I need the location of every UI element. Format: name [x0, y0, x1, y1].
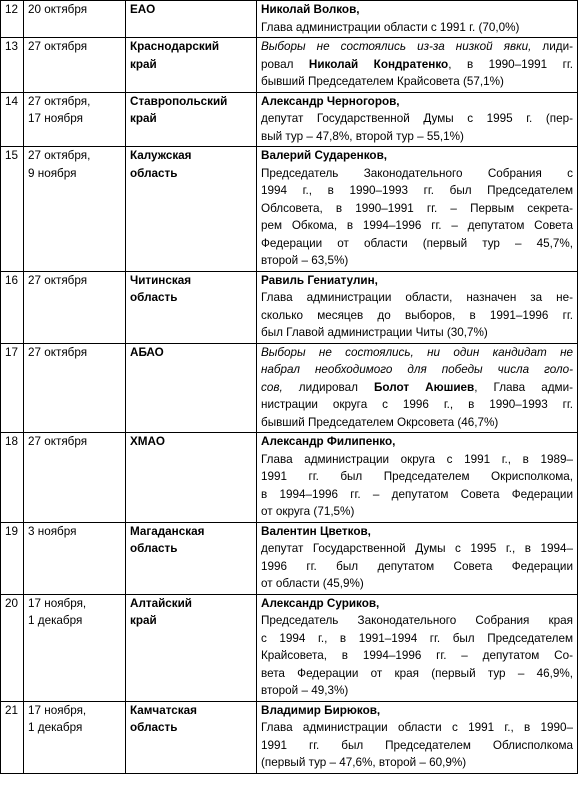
winner-cell — [257, 1, 578, 38]
winner-name: Равиль Гениатулин, — [261, 273, 378, 287]
winner-note-line — [261, 56, 573, 74]
election-date-cell — [24, 522, 126, 594]
winner-description-line: 1996 гг. был депутатом Совета Федерации — [261, 559, 573, 573]
leader-name: Николай Кондратенко — [308, 57, 449, 71]
winner-description-line: второй – 49,3%) — [261, 684, 349, 697]
election-date-line: 27 октября — [28, 435, 88, 448]
table-row — [1, 701, 578, 773]
winner-description-line: Председатель Законодательного Собрания края — [261, 614, 573, 627]
row-number-cell — [1, 433, 24, 523]
table-row — [1, 271, 578, 343]
winner-cell — [257, 271, 578, 343]
winner-cell — [257, 92, 578, 147]
election-date-line: 9 ноября — [28, 166, 77, 180]
region-name-line: АБАО — [130, 345, 164, 359]
winner-description-line: Федерации от области (первый тур – 45,7%, — [261, 236, 573, 250]
election-note-line: набрал необходимого для победы числа голо- — [261, 363, 573, 376]
region-cell — [126, 38, 257, 93]
winner-cell — [257, 594, 578, 701]
row-number: 20 — [5, 596, 19, 610]
winner-description-line: сколько месяцев до выборов, в 1991–1996 гг. — [261, 308, 573, 322]
table-row — [1, 343, 578, 433]
row-number: 15 — [5, 149, 19, 162]
winner-description-line: депутат Государственной Думы с 1995 г., в 1994– — [261, 542, 573, 555]
election-date-cell — [24, 38, 126, 93]
election-date-cell — [24, 433, 126, 523]
election-date-cell — [24, 1, 126, 38]
winner-description-line: 1994 г., в 1990–1993 гг. был Председателем — [261, 184, 573, 197]
region-name-line: край — [130, 614, 157, 627]
region-name-line: область — [130, 166, 178, 180]
election-date-cell — [24, 701, 126, 773]
row-number: 18 — [5, 435, 19, 448]
region-name-line: область — [130, 721, 178, 734]
election-date-line: 27 октября — [28, 40, 88, 53]
winner-description-line: 1991 гг. был Председателем Окрисполкома, — [261, 470, 573, 483]
note-text: лидировал — [282, 380, 374, 394]
region-name-line: область — [130, 291, 178, 304]
winner-description-line: был Главой администрации Читы (30,7%) — [261, 326, 488, 339]
region-name-line: область — [130, 542, 178, 555]
election-date-line: 27 октября, — [28, 94, 91, 108]
election-date-line: 17 ноября, — [28, 596, 87, 610]
winner-description-line: вета Федерации от края (первый тур – 46,9%, — [261, 666, 573, 680]
leader-name: Болот Аюшиев — [374, 380, 475, 394]
election-date-line: 27 октября — [28, 345, 88, 359]
row-number: 21 — [5, 703, 19, 717]
winner-description-line: с 1994 г., в 1991–1994 гг. был Председателем — [261, 631, 573, 645]
election-date-line: 17 ноября — [28, 112, 83, 125]
row-number-cell — [1, 38, 24, 93]
region-cell — [126, 701, 257, 773]
region-cell — [126, 147, 257, 272]
winner-description-line: от области (45,9%) — [261, 577, 364, 590]
winner-description-line: Глава администрации области с 1991 г., в 1990– — [261, 721, 573, 734]
note-text: , в 1990–1991 гг. — [448, 57, 573, 71]
winner-description-line: Глава администрации округа с 1991 г., в 1989– — [261, 452, 573, 466]
row-number-cell — [1, 271, 24, 343]
row-number: 16 — [5, 273, 19, 287]
region-name-line: край — [130, 112, 157, 125]
row-number: 13 — [5, 40, 19, 53]
winner-description-line: (первый тур – 47,6%, второй – 60,9%) — [261, 756, 467, 769]
table-row — [1, 38, 578, 93]
row-number-cell — [1, 522, 24, 594]
row-number: 19 — [5, 524, 19, 538]
winner-description-line: бывший Председателем Окрсовета (46,7%) — [261, 415, 499, 429]
winner-name: Александр Черногоров, — [261, 94, 400, 108]
region-name-line: ЕАО — [130, 3, 156, 16]
winner-description-line: Глава администрации области с 1991 г. (70,0%) — [261, 20, 520, 34]
table-row — [1, 594, 578, 701]
winner-description-line: Облсовета, в 1990–1991 гг. – Первым секрета- — [261, 201, 573, 215]
table-row — [1, 1, 578, 38]
winner-name: Николай Волков, — [261, 3, 360, 16]
region-name-line: Калужская — [130, 149, 192, 162]
row-number-cell — [1, 147, 24, 272]
election-date-cell — [24, 271, 126, 343]
note-text: , Глава адми- — [474, 380, 573, 394]
election-date-cell — [24, 343, 126, 433]
election-results-body — [1, 1, 578, 774]
winner-description-line: бывший Председателем Крайсовета (57,1%) — [261, 75, 504, 88]
region-name-line: ХМАО — [130, 435, 165, 448]
region-name-line: край — [130, 57, 157, 71]
winner-cell — [257, 147, 578, 272]
election-date-line: 17 ноября, — [28, 703, 87, 717]
winner-name: Валентин Цветков, — [261, 524, 371, 538]
winner-description-line: Крайсовета, в 1994–1996 гг. – депутатом Со- — [261, 649, 573, 662]
row-number: 14 — [5, 94, 19, 108]
region-cell — [126, 1, 257, 38]
row-number-cell — [1, 701, 24, 773]
region-cell — [126, 522, 257, 594]
table-row — [1, 433, 578, 523]
election-date-line: 27 октября — [28, 273, 88, 287]
table-row — [1, 522, 578, 594]
region-cell — [126, 343, 257, 433]
winner-name: Александр Суриков, — [261, 596, 380, 610]
winner-cell — [257, 343, 578, 433]
election-date-line: 20 октября — [28, 3, 88, 16]
winner-note-line — [261, 379, 573, 397]
note-continuation: лиди- — [531, 40, 574, 53]
election-date-line: 3 ноября — [28, 524, 77, 538]
election-date-cell — [24, 147, 126, 272]
winner-description-line: Председатель Законодательного Собрания с — [261, 166, 573, 180]
winner-cell — [257, 701, 578, 773]
region-cell — [126, 271, 257, 343]
winner-description-line: Глава администрации области, назначен за не- — [261, 291, 573, 304]
row-number: 12 — [5, 3, 19, 16]
winner-cell — [257, 522, 578, 594]
row-number: 17 — [5, 345, 19, 359]
row-number-cell — [1, 1, 24, 38]
winner-description-line: депутат Государственной Думы с 1995 г. (пер- — [261, 112, 573, 125]
election-date-line: 1 декабря — [28, 614, 83, 627]
region-cell — [126, 92, 257, 147]
election-note-line: Выборы не состоялись, ни один кандидат не — [261, 345, 573, 359]
winner-description-line: 1991 гг. был Председателем Облисполкома — [261, 738, 573, 752]
election-date-cell — [24, 594, 126, 701]
election-note: Выборы не состоялись из-за низкой явки, — [261, 40, 532, 53]
winner-description-line: в 1994–1996 гг. – депутатом Совета Федерации — [261, 487, 573, 501]
region-name-line: Алтайский — [130, 596, 192, 610]
row-number-cell — [1, 343, 24, 433]
winner-name: Александр Филипенко, — [261, 435, 396, 448]
winner-description-line: второй – 63,5%) — [261, 254, 349, 267]
winner-cell — [257, 38, 578, 93]
winner-name: Владимир Бирюков, — [261, 703, 381, 717]
region-name-line: Читинская — [130, 273, 192, 287]
winner-description-line: от округа (71,5%) — [261, 505, 355, 518]
note-text: ровал — [261, 57, 309, 71]
region-cell — [126, 433, 257, 523]
region-name-line: Камчатская — [130, 703, 197, 717]
region-name-line: Магаданская — [130, 524, 205, 538]
election-date-line: 1 декабря — [28, 721, 83, 734]
winner-name: Валерий Судаpенков, — [261, 149, 387, 162]
election-date-cell — [24, 92, 126, 147]
election-note: сов, — [261, 380, 283, 394]
winner-note-line — [261, 38, 573, 56]
region-name-line: Краснодарский — [130, 40, 220, 53]
row-number-cell — [1, 594, 24, 701]
winner-description-line: нистрации округа с 1996 г., в 1990–1993 гг. — [261, 398, 573, 411]
table-row — [1, 92, 578, 147]
table-row — [1, 147, 578, 272]
election-date-line: 27 октября, — [28, 149, 91, 162]
winner-cell — [257, 433, 578, 523]
region-cell — [126, 594, 257, 701]
winner-description-line: рем Обкома, в 1994–1996 гг. – депутатом Совета — [261, 219, 573, 232]
region-name-line: Ставропольский — [130, 94, 228, 108]
row-number-cell — [1, 92, 24, 147]
winner-description-line: вый тур – 47,8%, второй тур – 55,1%) — [261, 129, 464, 143]
